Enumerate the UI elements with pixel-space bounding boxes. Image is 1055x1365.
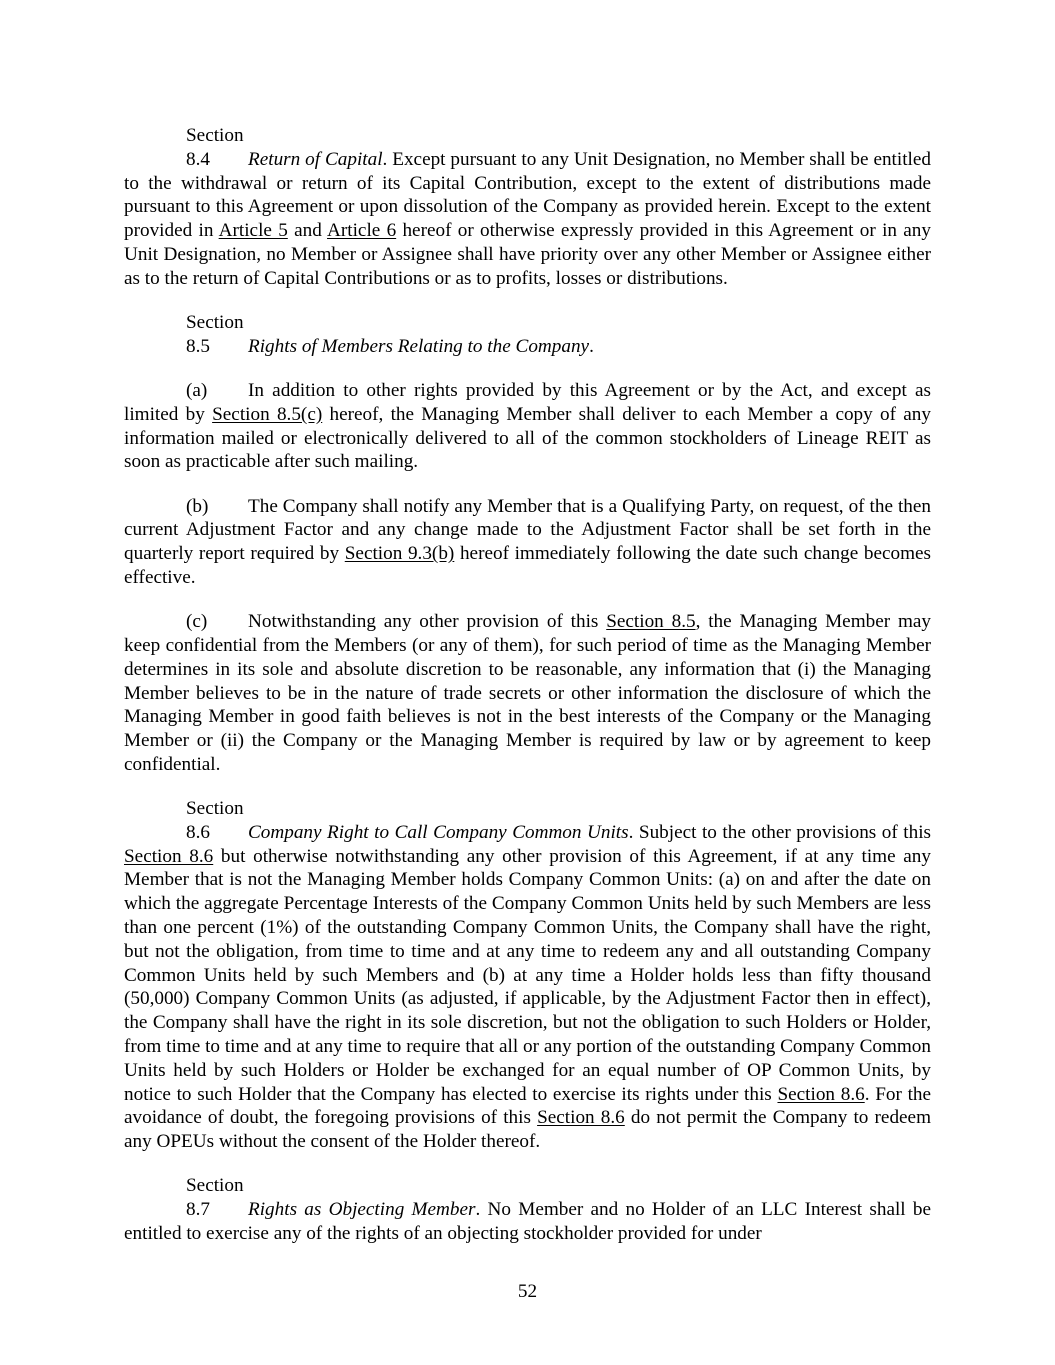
- section-8-6: [124, 797, 931, 1154]
- section-text: . For the avoidance of doubt, the foregoing provisions of this: [124, 1083, 932, 1129]
- article-5-link[interactable]: Article 5: [218, 220, 288, 242]
- section-number: Section 8.5: [186, 311, 244, 357]
- document-page: [124, 124, 931, 1266]
- section-title: Company Right to Call Company Common Units: [248, 821, 629, 843]
- clause-text: The Company shall notify any Member that is a Qualifying Party, on request, of the then current Adjustment Factor and any change made to the Adjustment Factor shall be set forth in the quarterly report required by: [124, 495, 931, 565]
- article-6-link[interactable]: Article 6: [327, 220, 397, 242]
- section-8-6-link[interactable]: Section 8.6: [777, 1083, 865, 1105]
- section-text: do not permit the Company to redeem any OPEUs without the consent of the Holder thereof.: [124, 1107, 931, 1153]
- page-number: 52: [517, 1281, 538, 1302]
- section-8-5-a: [124, 379, 931, 474]
- clause-text: , the Managing Member may keep confidential from the Members (or any of them), for such period of time as the Managing Member determines in its sole and absolute discretion to be reasonable, any information that (i) the Managing Member believes to be in the nature of trade secrets or other information the disclosure of which the Managing Member in good faith believes is not in the best interests of the Company or the Managing Member or (ii) the Company or the Managing Member is required by law or by agreement to keep confidential.: [124, 611, 931, 775]
- section-text: . Except pursuant to any Unit Designation, no Member shall be entitled to the withdrawal or return of its Capital Contribution, except to the extent of distributions made pursuant to this Agreement or upon dissolution of the Company as provided herein. Except to the extent provided in: [124, 148, 931, 242]
- section-text: . No Member and no Holder of an LLC Interest shall be entitled to exercise any of the rights of an objecting stockholder provided for under: [124, 1199, 931, 1245]
- section-8-5-link[interactable]: Section 8.5: [606, 611, 696, 633]
- section-text: and: [287, 220, 328, 242]
- section-text: .: [589, 335, 594, 357]
- section-9-3b-link[interactable]: Section 9.3(b): [344, 543, 455, 565]
- section-8-7: [124, 1174, 931, 1245]
- section-8-5-heading: [124, 311, 931, 359]
- section-8-4: [124, 124, 931, 291]
- section-number: Section 8.6: [186, 798, 244, 843]
- clause-text: hereof, the Managing Member shall deliver to each Member a copy of any information mailed or electronically delivered to all of the common stockholders of Lineage REIT as soon as practicable after such mailing.: [124, 403, 931, 473]
- section-text: . Subject to the other provisions of this: [628, 821, 931, 843]
- clause-text: Notwithstanding any other provision of this: [248, 611, 607, 633]
- section-number: Section 8.7: [186, 1175, 244, 1221]
- section-number: Section 8.4: [186, 125, 244, 170]
- section-text: hereof or otherwise expressly provided in this Agreement or in any Unit Designation, no Member or Assignee shall have priority over any other Member or Assignee either as to the return of Capital Contributions or as to profits, losses or distributions.: [124, 220, 931, 289]
- clause-label: (b): [186, 495, 209, 517]
- section-8-5-b: [124, 495, 931, 590]
- section-title: Rights as Objecting Member: [248, 1199, 476, 1221]
- section-8-5-c: [124, 610, 931, 777]
- section-8-6-link[interactable]: Section 8.6: [537, 1107, 625, 1129]
- section-8-5c-link[interactable]: Section 8.5(c): [212, 403, 323, 425]
- section-title: Rights of Members Relating to the Company: [248, 335, 590, 357]
- clause-text: hereof immediately following the date such change becomes effective.: [124, 543, 931, 588]
- clause-label: (c): [186, 611, 208, 633]
- section-8-6-link[interactable]: Section 8.6: [124, 845, 214, 867]
- section-title: Return of Capital: [248, 148, 383, 170]
- section-text: but otherwise notwithstanding any other provision of this Agreement, if at any time any Member that is not the Managing Member holds Company Common Units: (a) on and after the date on which the aggregate Percentage Interests of the Company Common Units held by such Members are less than one percent (1%) of the outstanding Company Common Units, the Company shall have the right, but not the obligation, from time to time and at any time to redeem any and all outstanding Company Common Units held by such Members and (b) at any time a Holder holds less than fifty thousand (50,000) Company Common Units (as adjusted, if applicable, by the Adjustment Factor then in effect), the Company shall have the right in its sole discretion, but not the obligation to such Holders or Holder, from time to time and at any time to require that all or any portion of the outstanding Company Common Units held by such Holders or Holder be exchanged for an equal number of OP Common Units, by notice to such Holder that the Company has elected to exercise its rights under this: [124, 845, 931, 1105]
- clause-label: (a): [186, 379, 208, 401]
- clause-text: In addition to other rights provided by this Agreement or by the Act, and except as limited by: [124, 379, 931, 425]
